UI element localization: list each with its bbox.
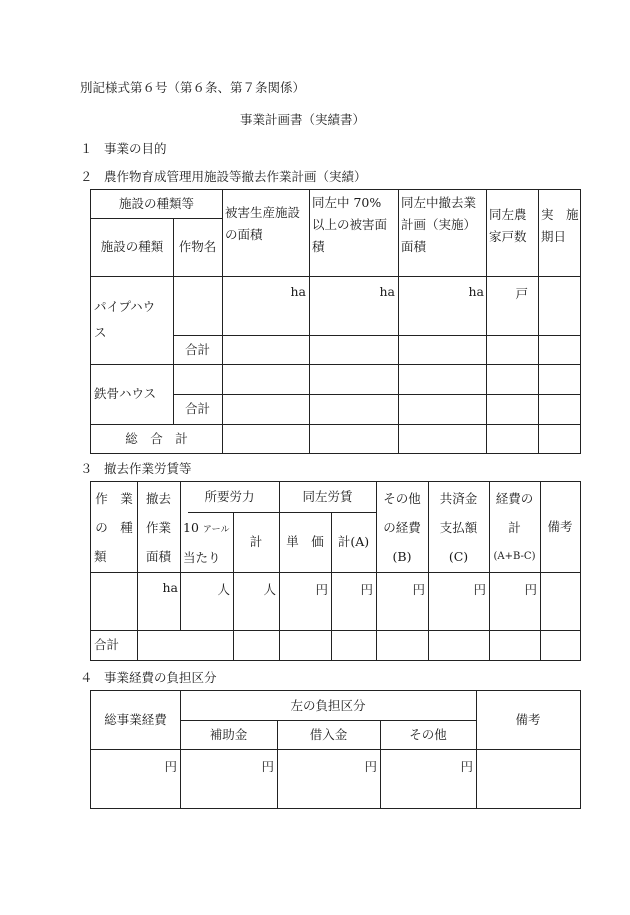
header-mutual-line2: 支払額 [439, 520, 478, 535]
row-steel-house-label: 鉄骨ハウス [94, 386, 157, 401]
row-pipe-house-label [91, 276, 174, 364]
unit-yen-loan: 円 [364, 759, 377, 774]
labor-total-label: 合計 [94, 637, 120, 652]
header-over70-line2: 以上の被害面 [312, 217, 388, 232]
unit-ha-over70: ha [379, 284, 395, 299]
header-over70-area [309, 192, 398, 258]
header-loan: 借入金 [309, 726, 348, 742]
header-required-labor: 所要労力 [204, 489, 255, 504]
header-date-line2: 期日 [541, 229, 567, 244]
section-4-number: ４ [80, 670, 93, 685]
header-per-10a-line2: 当たり [183, 550, 221, 565]
header-mutual-line1: 共済金 [439, 491, 478, 506]
row-pipe-house-line1: パイプハウ [94, 299, 156, 314]
facility-removal-table [90, 189, 581, 454]
unit-person-total: 人 [263, 582, 276, 597]
unit-yen-wage-total: 円 [360, 582, 373, 597]
header-removal-line3: 面積 [401, 239, 427, 254]
unit-yen-subsidy: 円 [261, 759, 274, 774]
section-1-title: 事業の目的 [104, 141, 167, 156]
header-over70-line3: 積 [312, 239, 325, 254]
labor-cost-table [90, 481, 581, 661]
header-subsidy: 補助金 [209, 726, 248, 742]
header-mutual-line3: (C) [448, 549, 469, 564]
header-cost-total [489, 484, 540, 571]
header-total-cost: 総事業経費 [104, 712, 167, 727]
header-other-line1: その他 [383, 491, 421, 506]
header-removal-area [137, 484, 180, 571]
unit-yen-other: 円 [460, 759, 473, 774]
section-2-title: 農作物育成管理用施設等撤去作業計画（実績） [104, 169, 367, 184]
unit-yen-unit-price: 円 [315, 582, 328, 597]
header-area-line2: 作業 [145, 520, 171, 535]
unit-ha-damaged: ha [290, 284, 306, 299]
header-per-10a-number: 10 [183, 520, 199, 535]
header-facility-type: 施設の種類 [100, 239, 164, 254]
header-damaged-area-line1: 被害生産施設 [225, 205, 301, 220]
section-3-title: 撤去作業労賃等 [104, 461, 192, 476]
unit-yen-other: 円 [412, 582, 425, 597]
unit-person-per-10a: 人 [217, 582, 230, 597]
grand-total-label: 総 合 計 [125, 430, 188, 446]
header-work-type [91, 484, 137, 571]
header-burden-breakdown: 左の負担区分 [290, 697, 366, 713]
steel-house-subtotal-label: 合計 [184, 401, 210, 416]
header-work-line3: 類 [94, 549, 107, 564]
pipe-house-subtotal-label: 合計 [184, 341, 210, 357]
section-4-title: 事業経費の負担区分 [104, 670, 217, 685]
section-3-number: ３ [80, 461, 93, 476]
header-other-line2: の経費 [383, 520, 421, 535]
header-per-10a-line1 [183, 514, 229, 544]
header-implementation-date [538, 204, 581, 248]
header-farms-line1: 同左農 [489, 207, 527, 222]
header-farms-line2: 家戸数 [489, 229, 527, 244]
header-other-line3: (B) [392, 549, 412, 564]
header-per-10a [180, 514, 233, 572]
header-work-line2: の 種 [95, 520, 133, 535]
header-removal-line1: 同左中撤去業 [401, 195, 477, 210]
header-farm-households [486, 204, 539, 248]
header-damaged-area-line2: の面積 [225, 227, 263, 242]
header-area-line1: 撤去 [145, 491, 171, 506]
header-per-10a-unit: アール [202, 525, 230, 535]
header-remarks: 備考 [547, 519, 573, 534]
header-cost-line1: 経費の [495, 491, 534, 506]
form-label: 別記様式第６号（第６条、第７条関係） [80, 80, 306, 95]
header-damaged-area [222, 202, 309, 246]
header-labor-total: 計 [249, 534, 263, 549]
header-area-line3: 面積 [145, 549, 171, 564]
row-pipe-house-line2: ス [94, 325, 107, 340]
document-title: 事業計画書（実績書） [240, 112, 366, 127]
header-wage: 同左労賃 [302, 489, 353, 504]
header-other-expenses [376, 484, 428, 571]
header-unit-price: 単 価 [286, 534, 324, 549]
cost-burden-table [90, 690, 581, 809]
unit-households: 戸 [515, 286, 528, 301]
header-cost-line2: 計 [508, 520, 521, 535]
unit-yen-cost-total: 円 [524, 582, 537, 597]
header-wage-total: 計(A) [337, 534, 370, 549]
section-2-number: ２ [80, 169, 93, 184]
unit-yen-total-cost: 円 [164, 759, 177, 774]
unit-ha-removal: ha [468, 284, 484, 299]
header-work-line1: 作 業 [95, 491, 133, 506]
header-crop-name: 作物名 [178, 239, 217, 254]
header-remarks: 備考 [515, 712, 541, 727]
header-over70-line1: 同左中 70% [312, 195, 382, 210]
unit-yen-mutual: 円 [473, 582, 486, 597]
header-cost-line3: (A+B-C) [493, 551, 536, 562]
header-other: その他 [409, 726, 447, 742]
unit-ha: ha [162, 580, 178, 595]
header-date-line1: 実 施 [541, 207, 579, 222]
header-removal-line2: 計画（実施） [401, 217, 477, 232]
header-facility-types: 施設の種類等 [118, 196, 194, 211]
section-1-number: １ [80, 141, 93, 156]
header-mutual-aid [428, 484, 489, 571]
header-removal-area [398, 192, 487, 258]
